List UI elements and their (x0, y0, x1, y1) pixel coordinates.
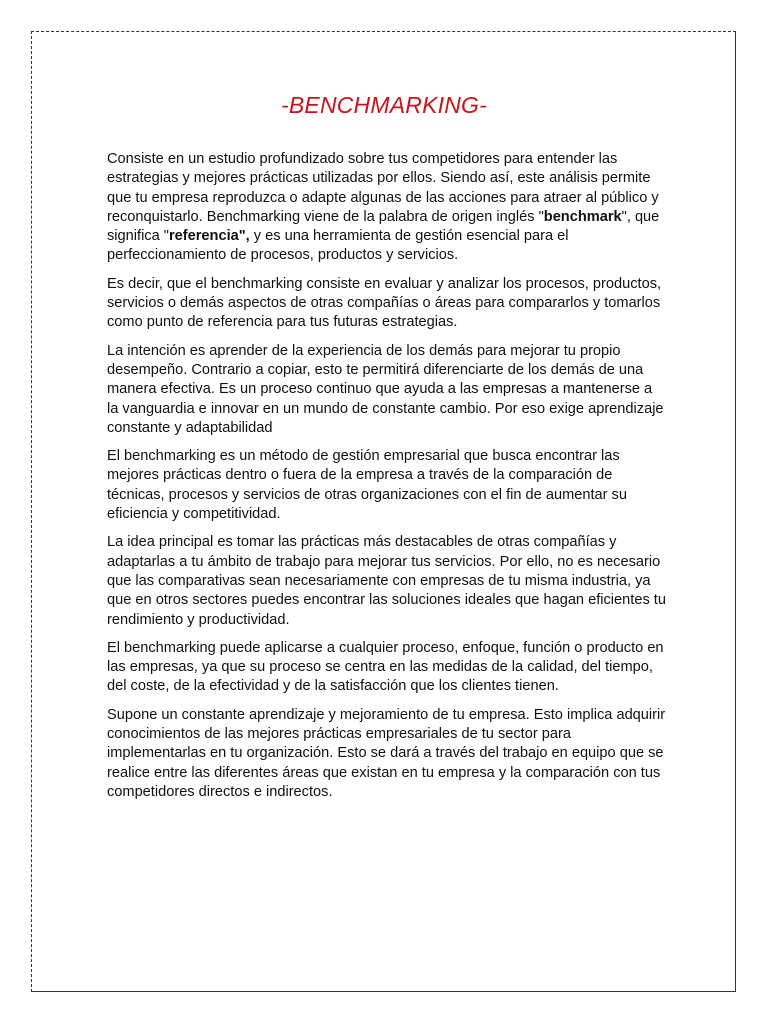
document-title: -BENCHMARKING- (281, 92, 487, 118)
paragraph-4: El benchmarking es un método de gestión empresarial que busca encontrar las mejores prácticas dentro o fuera de la empresa a través de la comparación de técnicas, procesos y servicios de otras organizaciones con el fin de aumentar su eficiencia y competitividad. (107, 448, 627, 523)
paragraph-6: El benchmarking puede aplicarse a cualquier proceso, enfoque, función o producto en las empresas, ya que su proceso se centra en las medidas de la calidad, del tiempo, del coste, de la efectividad y de la satisfacción que los clientes tienen. (107, 639, 664, 695)
paragraph-1-text-a: Consiste en un estudio profundizado sobre tus competidores para entender las estrategias y mejores prácticas utilizadas por ellos. Siendo así, este análisis permite que tu empresa reproduzca o adapte algunas de las acciones para atraer al público y reconquistarlo. Benchmarking viene de la palabra de origen inglés " (107, 151, 659, 225)
paragraph-3: La intención es aprender de la experiencia de los demás para mejorar tu propio desempeño. Contrario a copiar, esto te permitirá diferenciarte de los demás de una manera efectiva. Es un proceso continuo que ayuda a las empresas a mantenerse a la vanguardia e innovar en un mundo de constante cambio. Por eso exige aprendizaje constante y adaptabilidad (107, 342, 664, 436)
bold-term-benchmark: benchmark (543, 208, 622, 225)
paragraph-7: Supone un constante aprendizaje y mejoramiento de tu empresa. Esto implica adquirir conocimientos de las mejores prácticas empresariales de tu sector para implementarlas en tu organización. Esto se dará a través del trabajo en equipo que se realice entre las diferentes áreas que existan en tu empresa y la comparación con tus competidores directos e indirectos. (107, 706, 666, 800)
document-body (107, 150, 667, 811)
paragraph-2: Es decir, que el benchmarking consiste en evaluar y analizar los procesos, productos, servicios o demás aspectos de otras compañías o áreas para compararlos y tomarlos como punto de referencia para tus futuras estrategias. (107, 275, 662, 331)
paragraph-1-text-b: ", que significa " (107, 208, 660, 245)
paragraph-5: La idea principal es tomar las prácticas más destacables de otras compañías y adaptarlas a tu ámbito de trabajo para mejorar tus servicios. Por ello, no es necesario que las comparativas sean necesariamente con empresas de tu misma industria, ya que en otros sectores puedes encontrar las soluciones ideales que hagan eficientes tu rendimiento y productividad. (107, 534, 666, 628)
bold-term-referencia: referencia", (168, 228, 250, 245)
paragraph-1 (107, 150, 667, 266)
paragraph-1-text-c: y es una herramienta de gestión esencial para el perfeccionamiento de procesos, productos y servicios. (107, 228, 569, 264)
